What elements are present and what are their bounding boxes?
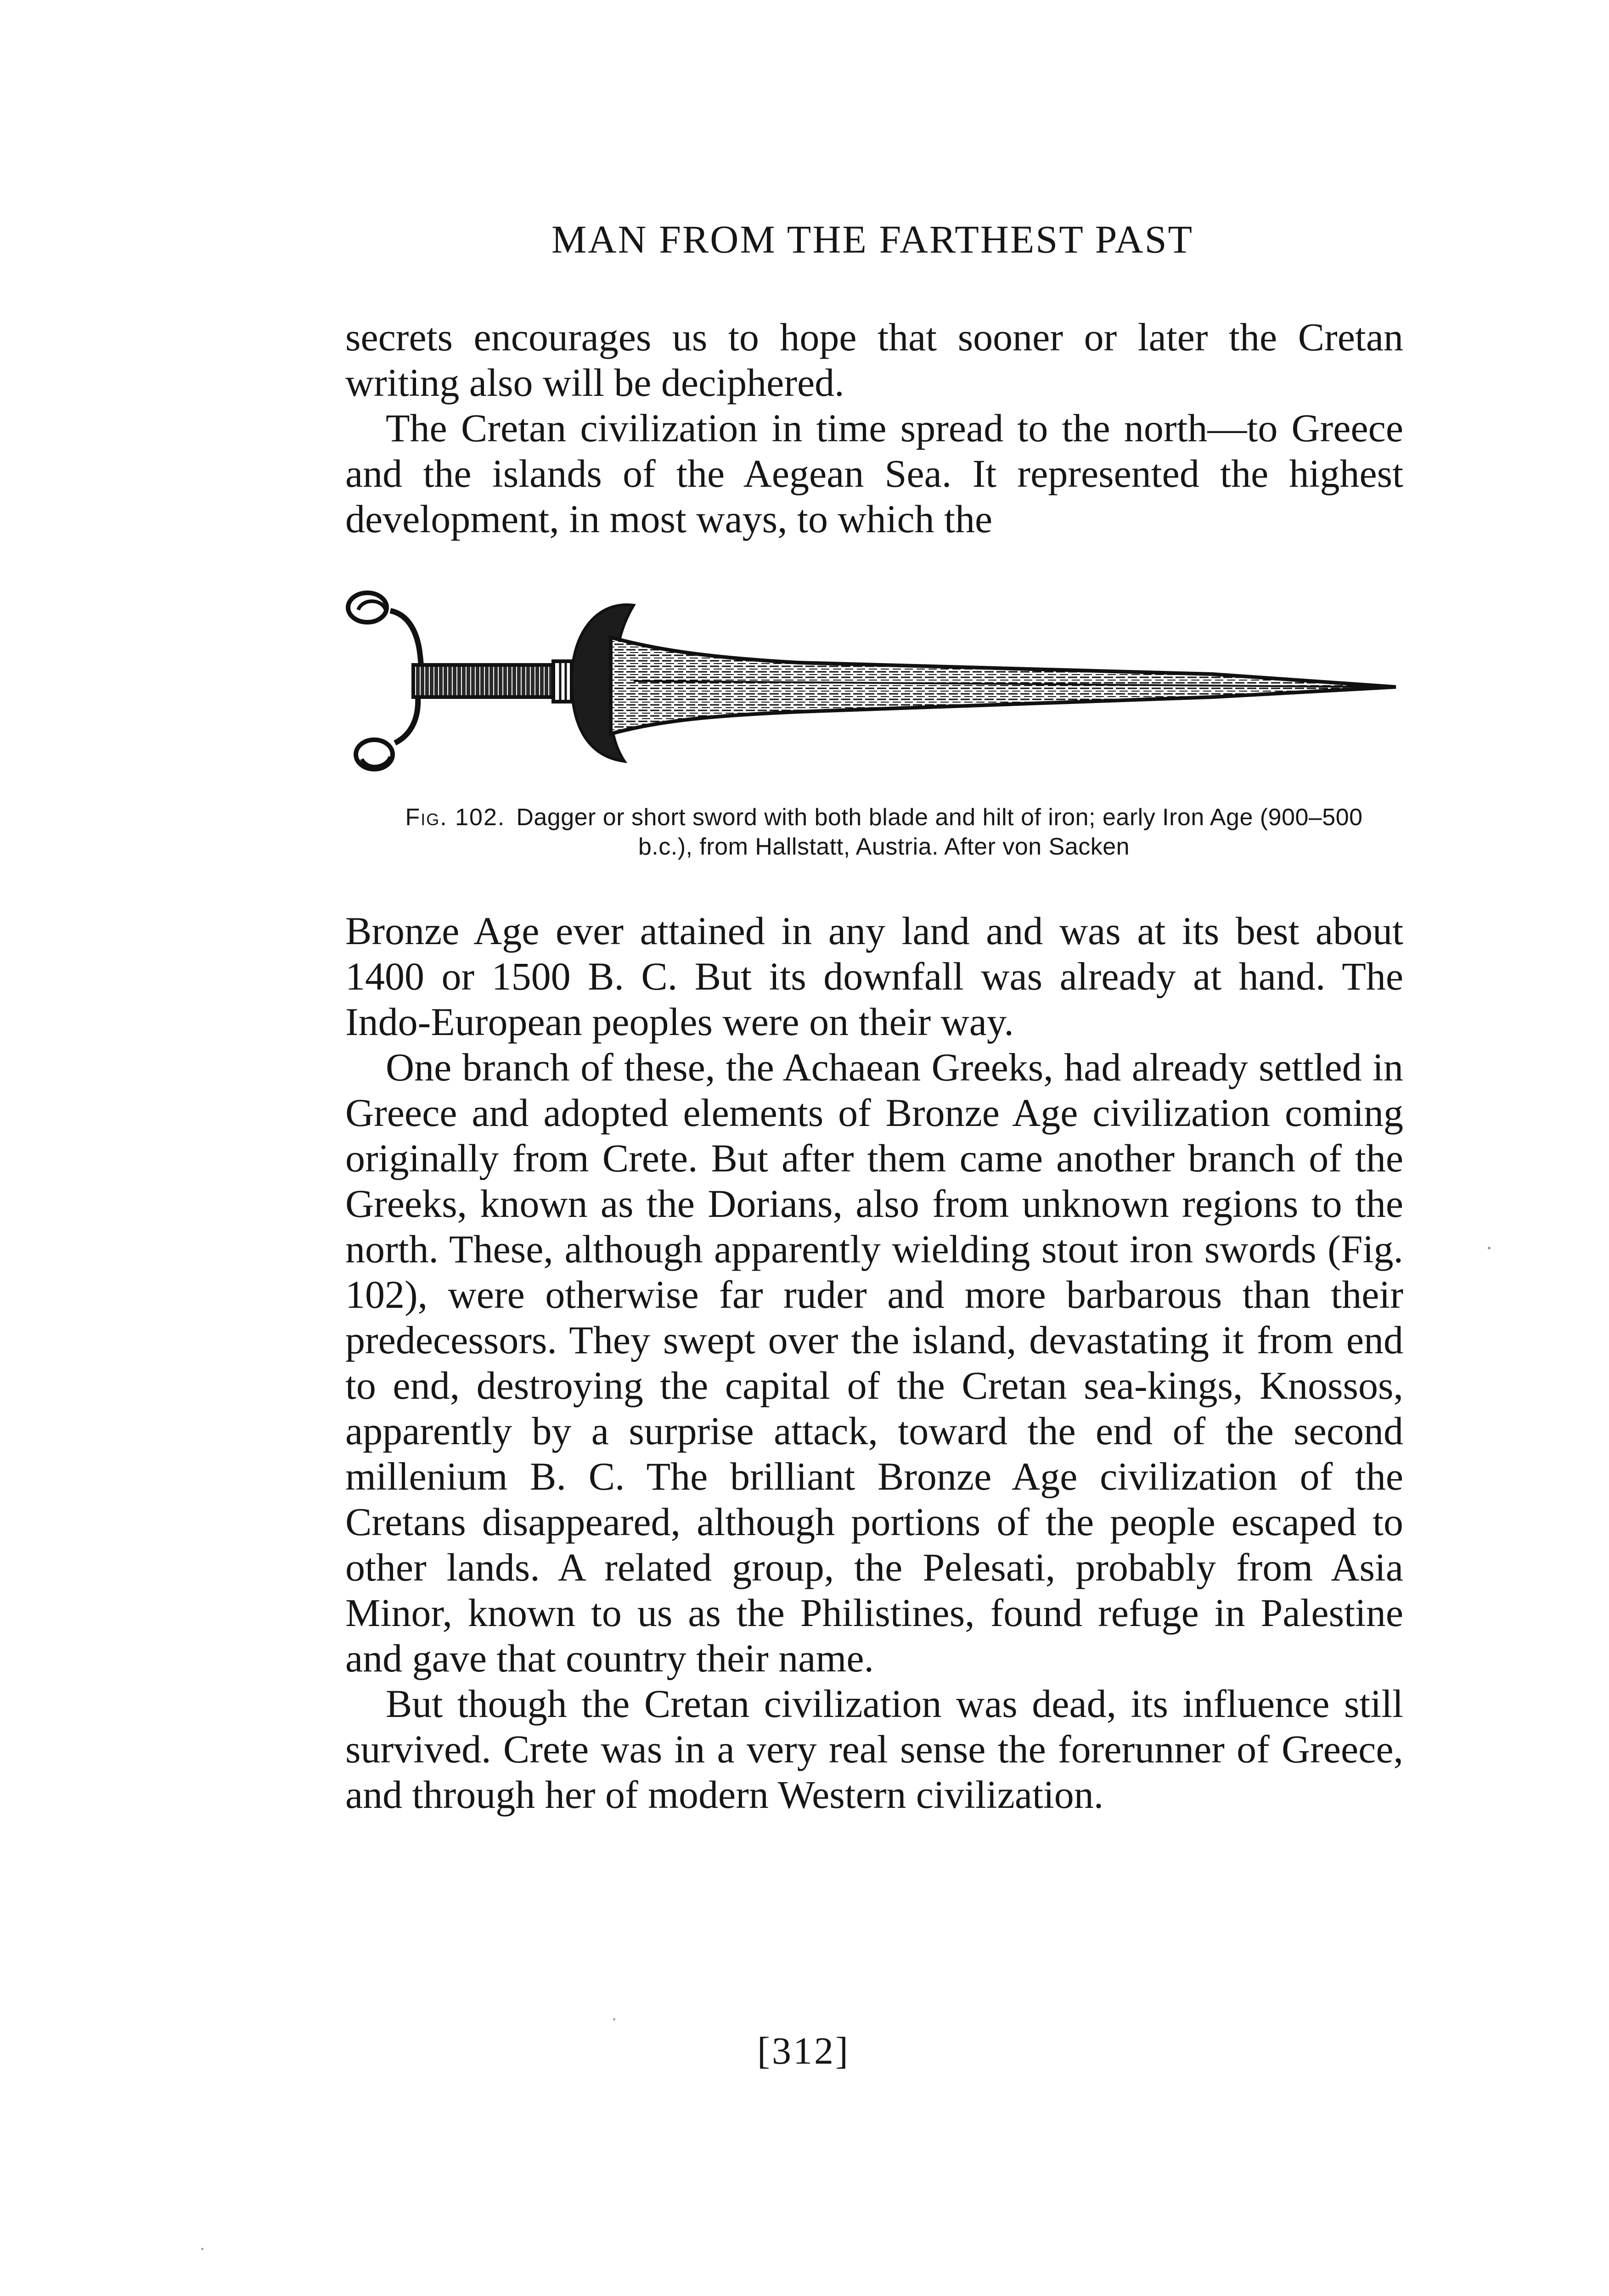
text-block-top xyxy=(345,315,1403,542)
iron-dagger-drawing xyxy=(340,582,1401,784)
grip xyxy=(413,665,574,697)
paper-speck xyxy=(613,2018,615,2020)
paragraph: Bronze Age ever attained in any land and was at its best about 1400 or 1500 B. C. But its downfall was already at hand. The Indo-European peoples were on their way. xyxy=(345,909,1403,1044)
figure-label: Fig. 102. xyxy=(405,804,506,831)
running-head: MAN FROM THE FARTHEST PAST xyxy=(551,217,1194,261)
paragraph: One branch of these, the Achaean Greeks, had already settled in Greece and adopted elements of Bronze Age civilization coming originally from Crete. But after them came another branch of the Greeks, known as the Dorians, also from unknown regions to the north. These, although apparently wielding stout iron swords (Fig. 102), were otherwise far ruder and more barbarous than their predecessors. They swept over the island, devastating it from end to end, destroying the capital of the Cretan sea-kings, Knossos, apparently by a surprise attack, toward the end of the second millenium B. C. The brilliant Bronze Age civilization of the Cretans disappeared, although portions of the people escaped to other lands. A related group, the Pelesati, probably from Asia Minor, known to us as the Philistines, found refuge in Palestine and gave that country their name. xyxy=(345,1045,1403,1680)
figure-caption-text: Dagger or short sword with both blade and hilt of iron; early Iron Age (900–500 b.c.), from Hallstatt, Austria. After von Sacken xyxy=(516,804,1363,860)
dagger-illustration xyxy=(340,582,1401,784)
paragraph-continued: secrets encourages us to hope that sooner or later the Cretan writing also will be deciphered. xyxy=(345,315,1403,405)
paragraph: But though the Cretan civilization was dead, its influence still survived. Crete was in a very real sense the forerunner of Greece, and through her of modern Western civilization. xyxy=(345,1682,1403,1817)
page-number: [312] xyxy=(757,2030,850,2072)
text-block-bottom xyxy=(345,908,1403,1818)
pommel-knobs xyxy=(348,593,393,769)
figure-caption xyxy=(399,803,1368,861)
paper-speck xyxy=(1488,1247,1491,1249)
paragraph: The Cretan civilization in time spread to the north—to Greece and the islands of the Aegean Sea. It represented the highest development, in most ways, to which the xyxy=(345,406,1403,541)
paper-speck xyxy=(201,2248,203,2250)
